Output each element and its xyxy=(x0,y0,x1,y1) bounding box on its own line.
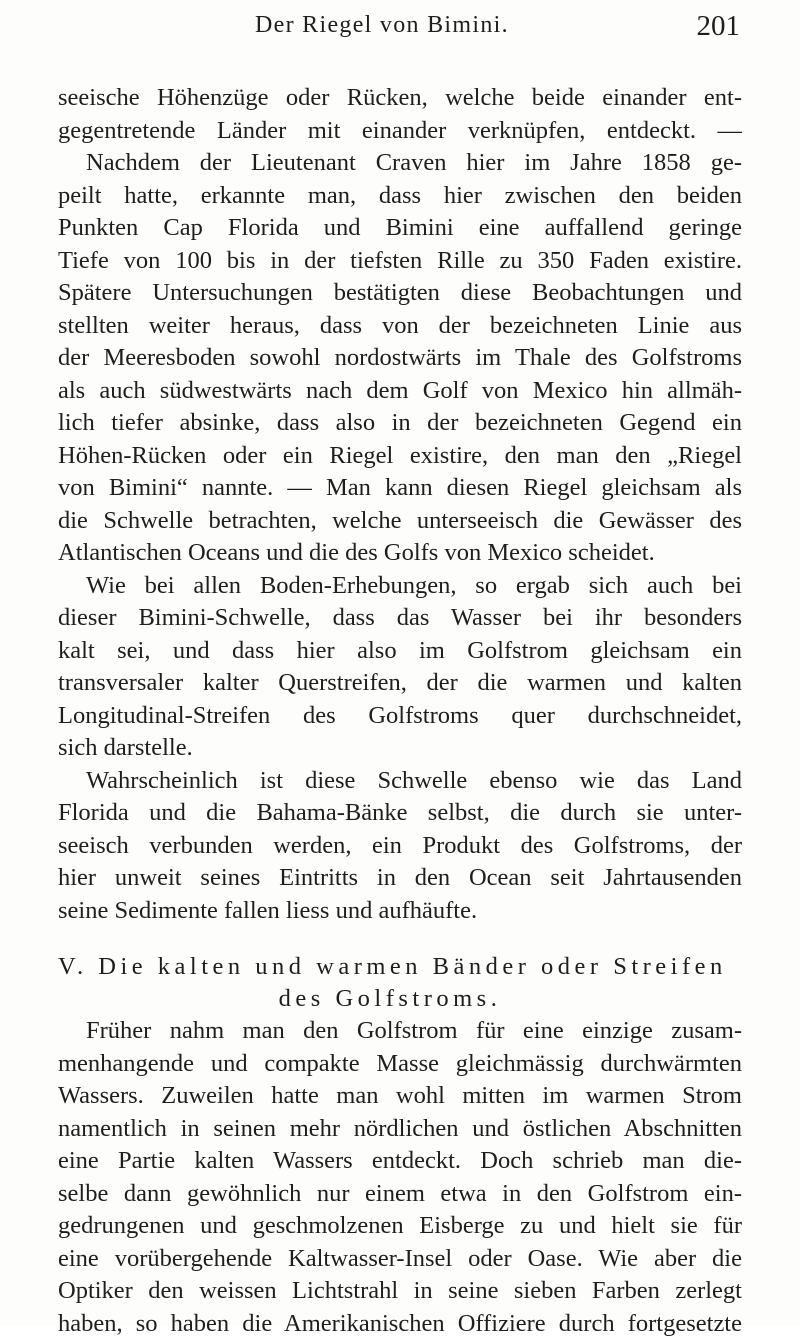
text-line: lich tiefer absinke, dass also in der bezeichneten Gegend ein xyxy=(58,407,742,440)
text-line: eine vorübergehende Kaltwasser-Insel oder Oase. Wie aber die xyxy=(58,1243,742,1276)
text-line: der Meeresboden sowohl nordostwärts im Thale des Golfstroms xyxy=(58,342,742,375)
text-line: Früher nahm man den Golfstrom für eine einzige zusam- xyxy=(58,1015,742,1048)
text-line: Tiefe von 100 bis in der tiefsten Rille zu 350 Faden existire. xyxy=(58,245,742,278)
text-line: menhangende und compakte Masse gleichmässig durchwärmten xyxy=(58,1048,742,1081)
running-header xyxy=(255,12,740,52)
text-line: dieser Bimini-Schwelle, dass das Wasser bei ihr besonders xyxy=(58,602,742,635)
section-heading: V. Die kalten und warmen Bänder oder Streifen xyxy=(58,951,742,983)
text-line: Nachdem der Lieutenant Craven hier im Jahre 1858 ge- xyxy=(58,147,742,180)
text-line: seine Sedimente fallen liess und aufhäufte. xyxy=(58,895,742,928)
text-line: eine Partie kalten Wassers entdeckt. Doch schrieb man die- xyxy=(58,1145,742,1178)
text-line: von Bimini“ nannte. — Man kann diesen Riegel gleichsam als xyxy=(58,472,742,505)
text-line: Wie bei allen Boden-Erhebungen, so ergab sich auch bei xyxy=(58,570,742,603)
running-title: Der Riegel von Bimini. xyxy=(255,12,509,39)
text-line: selbe dann gewöhnlich nur einem etwa in den Golfstrom ein- xyxy=(58,1178,742,1211)
text-line: namentlich in seinen mehr nördlichen und östlichen Abschnitten xyxy=(58,1113,742,1146)
text-line: sich darstelle. xyxy=(58,732,742,765)
text-line: seeisch verbunden werden, ein Produkt des Golfstroms, der xyxy=(58,830,742,863)
text-line: gedrungenen und geschmolzenen Eisberge zu und hielt sie für xyxy=(58,1210,742,1243)
text-line: Atlantischen Oceans und die des Golfs von Mexico scheidet. xyxy=(58,537,742,570)
text-line: kalt sei, und dass hier also im Golfstrom gleichsam ein xyxy=(58,635,742,668)
text-line: Longitudinal-Streifen des Golfstroms quer durchschneidet, xyxy=(58,700,742,733)
text-line: als auch südwestwärts nach dem Golf von Mexico hin allmäh- xyxy=(58,375,742,408)
text-line: Wahrscheinlich ist diese Schwelle ebenso wie das Land xyxy=(58,765,742,798)
section-spacer xyxy=(58,927,742,951)
text-line: Spätere Untersuchungen bestätigten diese Beobachtungen und xyxy=(58,277,742,310)
text-line: haben, so haben die Amerikanischen Offiziere durch fortgesetzte xyxy=(58,1308,742,1340)
body-text xyxy=(58,82,742,1340)
text-line: stellten weiter heraus, dass von der bezeichneten Linie aus xyxy=(58,310,742,343)
text-line: die Schwelle betrachten, welche unterseeisch die Gewässer des xyxy=(58,505,742,538)
section-heading-continued: des Golfstroms. xyxy=(58,983,742,1015)
text-line: Höhen-Rücken oder ein Riegel existire, den man den „Riegel xyxy=(58,440,742,473)
text-line: peilt hatte, erkannte man, dass hier zwischen den beiden xyxy=(58,180,742,213)
text-line: Punkten Cap Florida und Bimini eine auffallend geringe xyxy=(58,212,742,245)
page-number: 201 xyxy=(697,10,741,43)
text-line: Wassers. Zuweilen hatte man wohl mitten im warmen Strom xyxy=(58,1080,742,1113)
text-line: gegentretende Länder mit einander verknüpfen, entdeckt. — xyxy=(58,115,742,148)
text-line: transversaler kalter Querstreifen, der die warmen und kalten xyxy=(58,667,742,700)
text-line: seeische Höhenzüge oder Rücken, welche beide einander ent- xyxy=(58,82,742,115)
text-line: Florida und die Bahama-Bänke selbst, die durch sie unter- xyxy=(58,797,742,830)
text-line: hier unweit seines Eintritts in den Ocean seit Jahrtausenden xyxy=(58,862,742,895)
text-line: Optiker den weissen Lichtstrahl in seine sieben Farben zerlegt xyxy=(58,1275,742,1308)
